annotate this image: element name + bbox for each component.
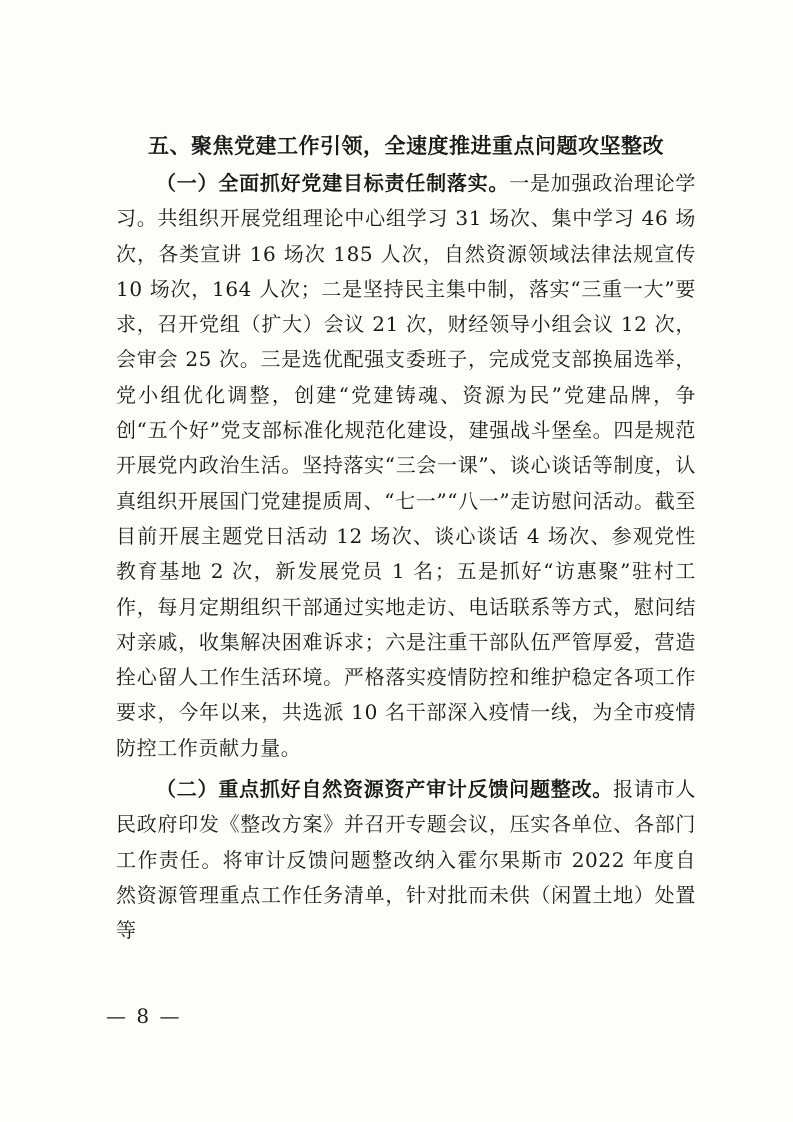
paragraph-2 bbox=[116, 772, 696, 948]
section-title: 五、聚焦党建工作引领，全速度推进重点问题攻坚整改 bbox=[148, 134, 664, 158]
paragraph-1-body: 一是加强政治理论学习。共组织开展党组理论中心组学习 31 场次、集中学习 46 场次，各类宣讲 16 场次 185 人次，自然资源领域法律法规宣传 10 场次，164 人次；二是坚持民主集中制，落实“三重一大”要求，召开党组（扩大）会议 21 次，财经领导小组会议 12 次，会审会 25 次。三是选优配强支委班子，完成党支部换届选举，党小组优化调整，创建“党建铸魂、资源为民”党建品牌，争创“五个好”党支部标准化规范化建设，建强战斗堡垒。四是规范开展党内政治生活。坚持落实“三会一课”、谈心谈话等制度，认真组织开展国门党建提质周、“七一”“八一”走访慰问活动。截至目前开展主题党日活动 12 场次、谈心谈话 4 场次、参观党性教育基地 2 次，新发展党员 1 名；五是抓好“访惠聚”驻村工作，每月定期组织干部通过实地走访、电话联系等方式，慰问结对亲戚，收集解决困难诉求；六是注重干部队伍严管厚爱，营造拴心留人工作生活环境。严格落实疫情防控和维护稳定各项工作要求，今年以来，共选派 10 名干部深入疫情一线，为全市疫情防控工作贡献力量。 bbox=[116, 171, 696, 760]
page-number: — 8 — bbox=[106, 1004, 182, 1028]
paragraph-2-body: 报请市人民政府印发《整改方案》并召开专题会议，压实各单位、各部门工作责任。将审计反馈问题整改纳入霍尔果斯市 2022 年度自然资源管理重点工作任务清单，针对批而未供（闲置土地）处置等 bbox=[116, 777, 697, 943]
paragraph-1-subhead: （一）全面抓好党建目标责任制落实。 bbox=[156, 171, 510, 195]
paragraph-1 bbox=[116, 166, 696, 766]
page-content bbox=[116, 128, 696, 949]
paragraph-2-subhead: （二）重点抓好自然资源资产审计反馈问题整改。 bbox=[156, 777, 614, 802]
